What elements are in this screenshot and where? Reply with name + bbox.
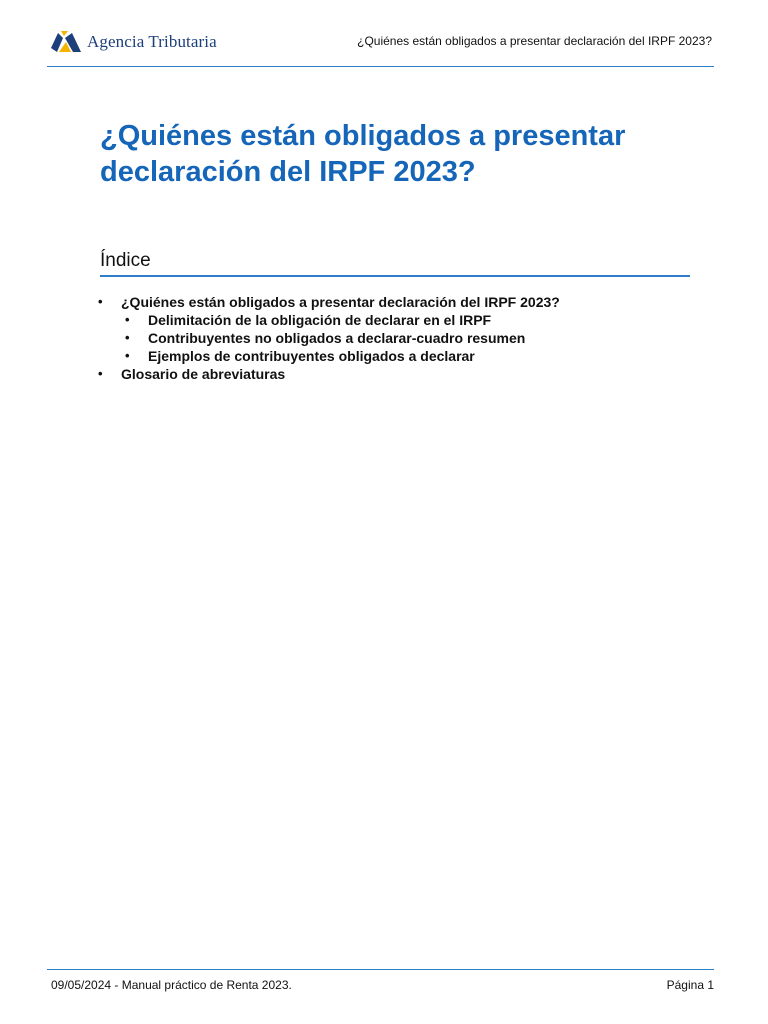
bullet-icon: • <box>125 348 130 363</box>
bullet-icon: • <box>98 366 103 381</box>
bullet-icon: • <box>98 294 103 309</box>
toc-item-label: Delimitación de la obligación de declarar en el IRPF <box>148 312 492 328</box>
toc-item-delimitacion[interactable] <box>123 311 560 329</box>
toc-item-label: Contribuyentes no obligados a declarar-cuadro resumen <box>148 330 526 346</box>
bullet-icon: • <box>125 330 130 345</box>
toc-item-main-section[interactable] <box>96 293 560 311</box>
table-of-contents <box>96 293 560 383</box>
agencia-tributaria-logo-icon <box>49 27 83 55</box>
page-title: ¿Quiénes están obligados a presentar declaración del IRPF 2023? <box>100 120 626 189</box>
toc-item-ejemplos[interactable] <box>123 347 560 365</box>
toc-item-label: Ejemplos de contribuyentes obligados a declarar <box>148 348 475 364</box>
bullet-icon: • <box>125 312 130 327</box>
toc-item-glosario[interactable] <box>96 365 560 383</box>
toc-item-label: ¿Quiénes están obligados a presentar declaración del IRPF 2023? <box>121 294 560 310</box>
page-footer <box>47 969 714 992</box>
running-header-title: ¿Quiénes están obligados a presentar declaración del IRPF 2023? <box>357 34 712 48</box>
agency-logo[interactable] <box>49 27 217 55</box>
toc-item-no-obligados[interactable] <box>123 329 560 347</box>
page-number: Página 1 <box>666 978 714 992</box>
page-header <box>47 22 714 67</box>
footer-date-source: 09/05/2024 - Manual práctico de Renta 2023. <box>51 978 292 992</box>
logo-text: Agencia Tributaria <box>87 31 217 51</box>
toc-heading: Índice <box>100 250 690 277</box>
toc-item-label: Glosario de abreviaturas <box>121 366 286 382</box>
